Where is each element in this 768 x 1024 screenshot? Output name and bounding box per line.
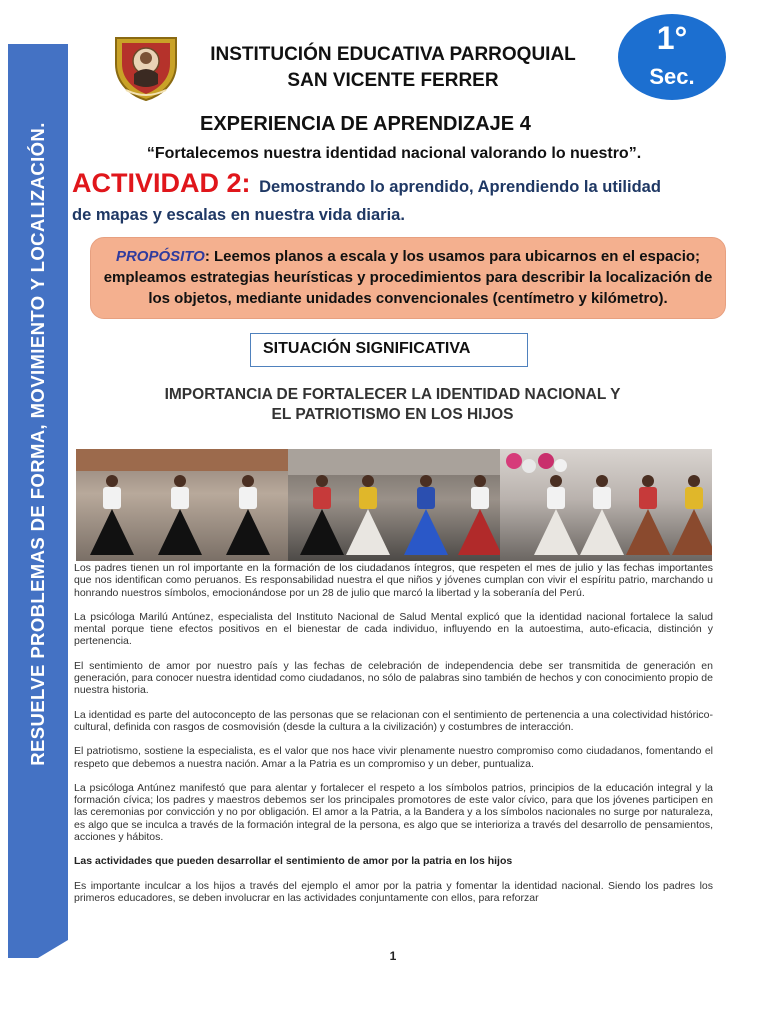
- article-subheading: Las actividades que pueden desarrollar el sentimiento de amor por la patria en los hijos: [74, 855, 513, 868]
- photo-panel-left: [76, 449, 288, 561]
- article-body: [74, 562, 713, 916]
- article-paragraph: Es importante inculcar a los hijos a través del ejemplo el amor por la patria y fomentar la identidad nacional. Siendo los padres los primeros educadores, se deben involucrar en las actividades conjuntamente con ellos, para reforzar: [74, 879, 713, 904]
- article-paragraph: El sentimiento de amor por nuestro país y las fechas de celebración de independencia debe ser transmitida de generación en generación, para conocer nuestra identidad como ciudadanos, no sólo de palabras sino también de hechos y con conocimiento propio de nuestra historia.: [74, 659, 713, 697]
- photo-panel-center: [288, 449, 500, 561]
- school-name-line2: SAN VICENTE FERRER: [287, 70, 499, 91]
- experience-title: EXPERIENCIA DE APRENDIZAJE 4: [200, 113, 531, 135]
- grade-number: 1°: [656, 20, 688, 56]
- activity-heading: [72, 170, 722, 228]
- article-paragraph: La psicóloga Marilú Antúnez, especialista del Instituto Nacional de Salud Mental explicó que la identidad nacional fortalece la salud mental porque tiene efectos positivos en el bienestar de cada individuo, influyendo en la autoestima, auto-eficacia, distinción y pertenencia.: [74, 610, 713, 648]
- grade-badge: [618, 14, 726, 100]
- situation-heading: SITUACIÓN SIGNIFICATIVA: [250, 333, 528, 367]
- article-title-line1: IMPORTANCIA DE FORTALECER LA IDENTIDAD NACIONAL Y: [164, 386, 621, 403]
- activity-label: ACTIVIDAD 2:: [72, 168, 251, 198]
- photo-panel-right: [500, 449, 712, 561]
- banner-cut-corner: [8, 940, 68, 976]
- experience-subtitle: “Fortalecemos nuestra identidad nacional valorando lo nuestro”.: [146, 145, 642, 162]
- school-name-line1: INSTITUCIÓN EDUCATIVA PARROQUIAL: [210, 44, 576, 65]
- page-number: 1: [389, 949, 397, 963]
- article-paragraph: El patriotismo, sostiene la especialista, es el valor que nos hace vivir plenamente nuestro compromiso como ciudadanos, fomentando el respeto que debemos a nuestra nación. Amar a la Patria es un compromiso y un deber, puntualiza.: [74, 745, 713, 770]
- article-paragraph: La psicóloga Antúnez manifestó que para alentar y fortalecer el respeto a los símbolos patrios, principios de la educación integral y la formación cívica; los padres y maestros debemos ser los principales promotores de este valor cívico, para que los jóvenes participen en las ceremonias por convicción y no por obligación. El amor a la Patria, a la Bandera y a los símbolos nacionales no surge por naturaleza, es algo que se inculca a través de la formación integral de la persona, es algo que se interioriza a través del desarrollo de pensamientos, acciones y hábitos.: [74, 781, 713, 844]
- activity-text-line1: Demostrando lo aprendido, Aprendiendo la utilidad: [259, 178, 661, 196]
- school-crest-icon: [110, 34, 182, 102]
- grade-level: Sec.: [649, 64, 695, 89]
- purpose-box: [90, 237, 726, 319]
- activity-text-line2: de mapas y escalas en nuestra vida diaria.: [72, 206, 405, 224]
- school-name: [180, 42, 606, 94]
- competency-label: RESUELVE PROBLEMAS DE FORMA, MOVIMIENTO Y LOCALIZACIÓN.: [27, 122, 48, 766]
- purpose-text: : Leemos planos a escala y los usamos para ubicarnos en el espacio; empleamos estrategias heurísticas y procedimientos para describir la localización de los objetos, mediante unidades convencionales (centímetro y kilómetro).: [103, 248, 713, 307]
- festival-parade-photo: [76, 449, 712, 561]
- article-paragraph: La identidad es parte del autoconcepto de las personas que se relacionan con el sentimiento de pertenencia a una colectividad histórico-cultural, definida con rasgos de cosmovisión (desde la cultura a la civilización) y costumbres de interacción.: [74, 708, 713, 733]
- article-paragraph: Los padres tienen un rol importante en la formación de los ciudadanos íntegros, que respeten el mes de julio y las fechas importantes que nos identifican como peruanos. Es responsabilidad nuestra el que niños y jóvenes cumplan con vivir el espíritu patrio, marchando u honrando nuestros símbolos, emocionándose por un 28 de julio que marcó la libertad y la soberanía del Perú.: [74, 562, 713, 599]
- article-title: [100, 385, 685, 425]
- purpose-label: PROPÓSITO: [115, 248, 205, 265]
- article-title-line2: EL PATRIOTISMO EN LOS HIJOS: [271, 406, 514, 423]
- side-banner: [8, 44, 68, 958]
